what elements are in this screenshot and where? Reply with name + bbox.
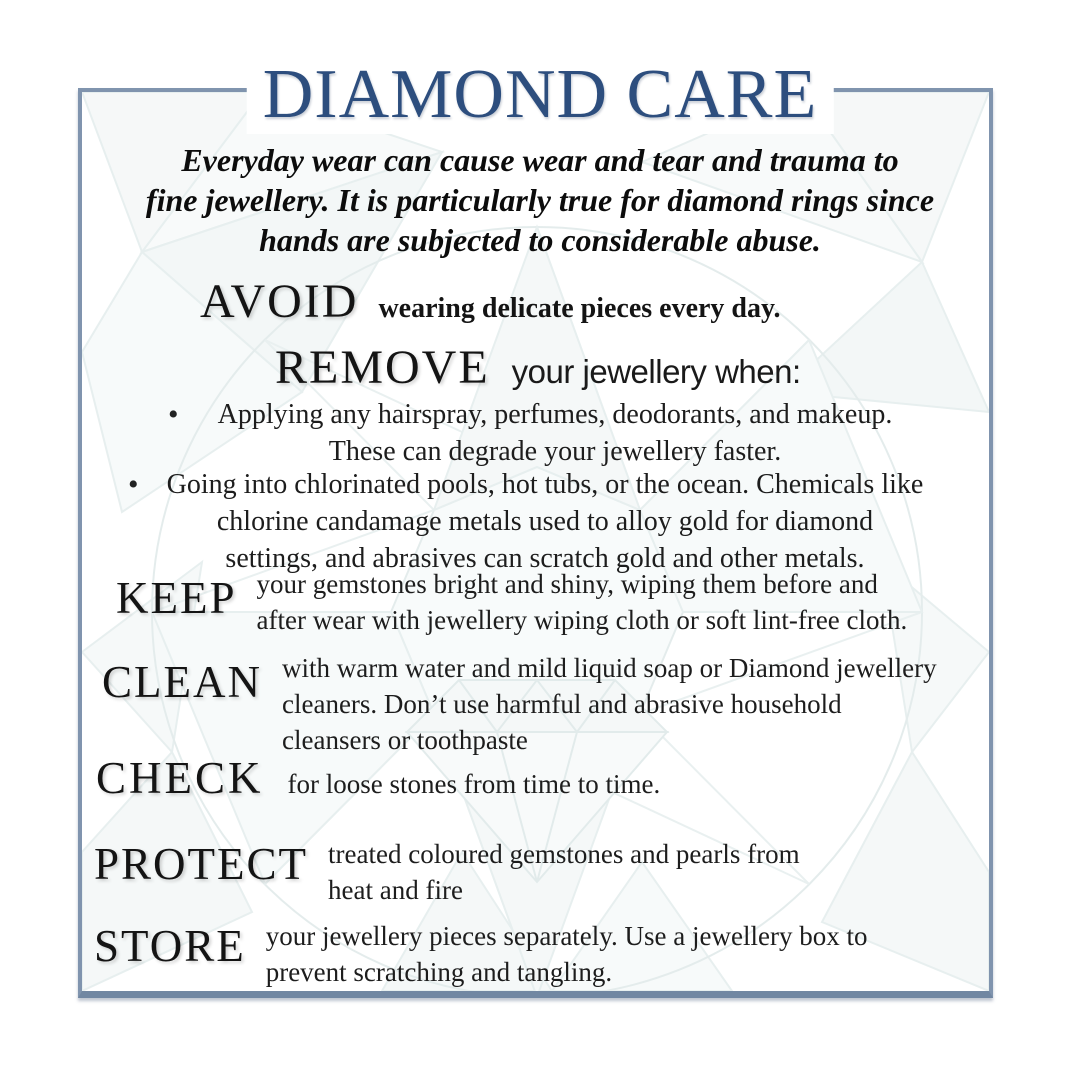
intro-line: hands are subjected to considerable abuse. [259, 222, 821, 258]
intro-line: fine jewellery. It is particularly true for diamond rings since [145, 182, 935, 218]
check-heading: CHECK [96, 753, 264, 803]
text-line: prevent scratching and tangling. [265, 957, 613, 987]
bullet-icon: • [128, 468, 139, 501]
avoid-text: wearing delicate pieces every day. [378, 293, 781, 324]
protect-text [328, 836, 800, 908]
bullet-icon: • [168, 398, 179, 431]
remove-heading: REMOVE [275, 341, 490, 394]
section-keep [116, 566, 907, 638]
section-clean [102, 650, 937, 758]
intro-paragraph [58, 140, 1022, 260]
text-line: for loose stones from time to time. [287, 769, 661, 799]
text-line: your jewellery pieces separately. Use a jewellery box to [265, 921, 868, 951]
check-text [288, 766, 661, 802]
bullet-item [135, 466, 955, 577]
text-line: treated coloured gemstones and pearls from [328, 839, 800, 869]
clean-heading: CLEAN [102, 657, 262, 707]
section-avoid [200, 275, 781, 328]
bullet-line: These can degrade your jewellery faster. [328, 436, 782, 467]
section-protect [94, 836, 800, 908]
store-text [266, 918, 868, 990]
bullet-line: Applying any hairspray, perfumes, deodorants, and makeup. [217, 399, 893, 430]
page-title: DIAMOND CARE [247, 56, 834, 134]
protect-heading: PROTECT [94, 839, 309, 889]
remove-text: your jewellery when: [511, 353, 801, 390]
section-store [94, 918, 867, 990]
text-line: your gemstones bright and shiny, wiping them before and [256, 569, 878, 599]
section-check [96, 753, 661, 803]
store-heading: STORE [94, 921, 246, 971]
clean-text [282, 650, 937, 758]
text-line: after wear with jewellery wiping cloth or soft lint-free cloth. [256, 605, 908, 635]
text-line: with warm water and mild liquid soap or Diamond jewellery [282, 653, 937, 683]
bullet-line: settings, and abrasives can scratch gold and other metals. [225, 543, 865, 574]
avoid-heading: AVOID [200, 275, 359, 328]
bullet-item [175, 396, 935, 470]
bullet-line: Going into chlorinated pools, hot tubs, or the ocean. Chemicals like [166, 469, 924, 500]
keep-text [257, 566, 908, 638]
text-line: cleaners. Don’t use harmful and abrasive household [282, 689, 842, 719]
text-line: heat and fire [328, 875, 463, 905]
text-line: cleansers or toothpaste [282, 725, 528, 755]
section-remove [275, 341, 801, 394]
intro-line: Everyday wear can cause wear and tear and trauma to [181, 142, 899, 178]
keep-heading: KEEP [116, 573, 237, 623]
bullet-line: chlorine candamage metals used to alloy gold for diamond [216, 506, 874, 537]
